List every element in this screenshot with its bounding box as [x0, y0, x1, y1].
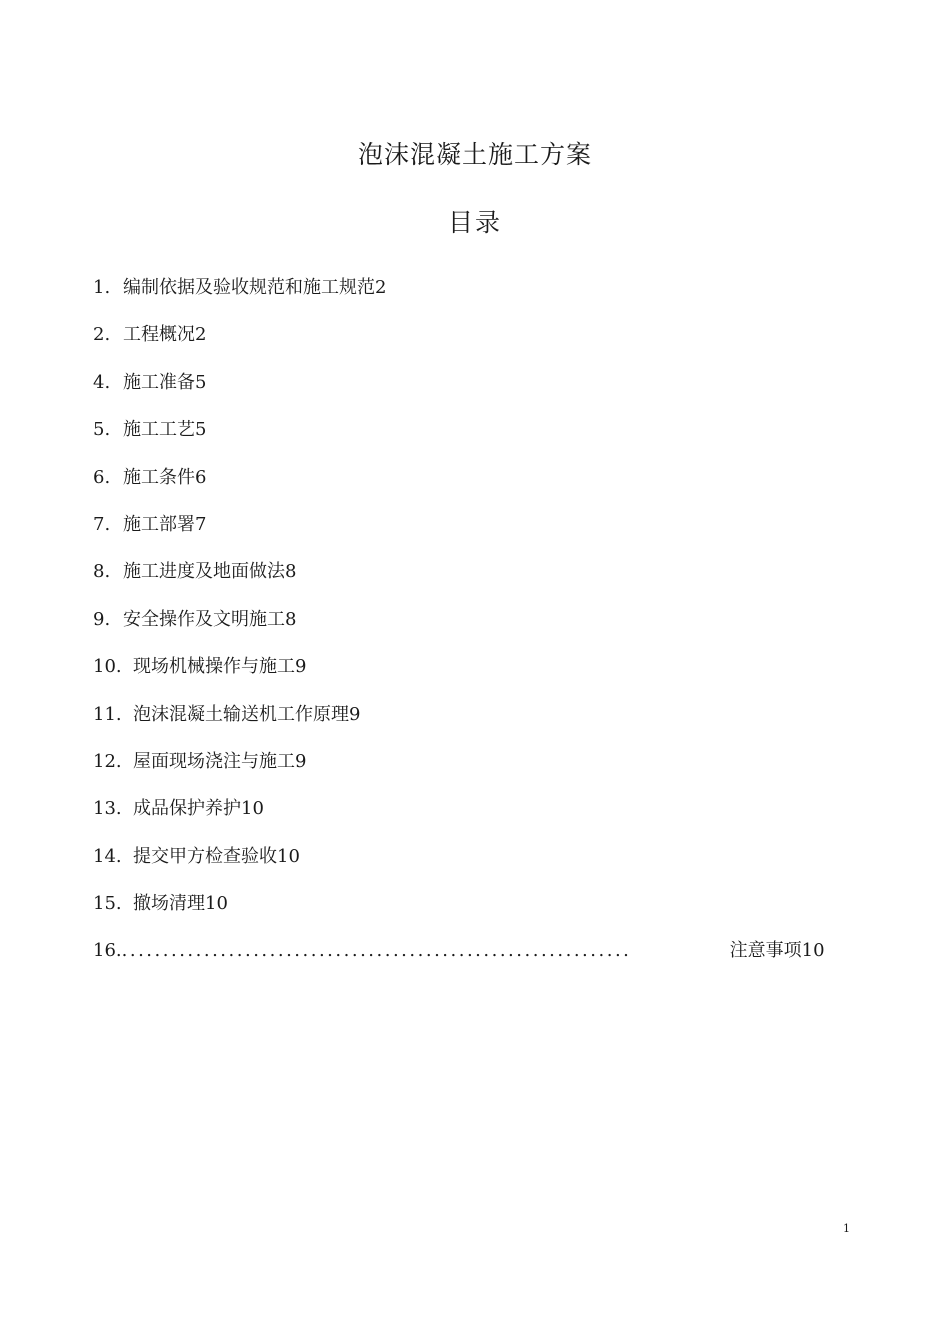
toc-entry-title: 现场机械操作与施工 — [133, 656, 295, 678]
toc-entry[interactable] — [93, 654, 853, 701]
toc-entry[interactable] — [93, 607, 853, 654]
toc-entry-page: 7 — [195, 513, 207, 535]
toc-entry[interactable] — [93, 844, 853, 891]
toc-entry-title: 施工条件 — [123, 466, 195, 488]
toc-entry[interactable] — [93, 891, 853, 938]
toc-entry-number: 13. — [93, 798, 122, 820]
toc-entry-page: 2 — [195, 324, 207, 346]
toc-entry-title: 屋面现场浇注与施工 — [133, 750, 295, 772]
toc-entry-title: 施工部署 — [123, 513, 195, 535]
toc-entry-title: 施工进度及地面做法 — [123, 561, 285, 583]
toc-entry[interactable] — [93, 322, 853, 369]
toc-entry-leader-dots: .............................................................. — [121, 940, 632, 962]
toc-entry-number: 16. — [93, 940, 122, 962]
toc-entry-number: 6. — [93, 466, 111, 488]
toc-entry-number: 10. — [93, 656, 122, 678]
toc-entry-page: 10 — [241, 798, 264, 820]
toc-entry-number: 2. — [93, 324, 111, 346]
toc-entry-title: 编制依据及验收规范和施工规范 — [123, 277, 375, 298]
toc-entry-page: 10 — [277, 845, 300, 867]
toc-entry-number: 7. — [93, 513, 111, 535]
toc-entry-title: 注意事项 — [729, 940, 802, 962]
table-of-contents — [93, 275, 853, 986]
toc-entry-page: 10 — [205, 893, 228, 915]
toc-entry-page: 9 — [295, 750, 307, 772]
toc-entry-number: 11. — [93, 703, 122, 725]
toc-entry-page: 6 — [195, 466, 207, 488]
toc-entry-number: 5. — [93, 419, 111, 441]
toc-entry-page: 2 — [375, 277, 387, 298]
toc-entry[interactable] — [93, 702, 853, 749]
toc-entry-title: 提交甲方检查验收 — [133, 845, 277, 867]
toc-entry[interactable] — [93, 370, 853, 417]
toc-entry-title: 工程概况 — [123, 324, 195, 346]
toc-entry-title: 泡沫混凝土输送机工作原理 — [133, 703, 349, 725]
toc-entry[interactable] — [93, 749, 853, 796]
toc-entry-number: 8. — [93, 561, 111, 583]
page-number: 1 — [843, 1222, 850, 1235]
toc-entry[interactable] — [93, 417, 853, 464]
toc-heading: 目录 — [447, 208, 502, 237]
toc-entry-title: 施工准备 — [123, 371, 195, 393]
toc-entry-number: 14. — [93, 845, 122, 867]
toc-entry-page: 9 — [349, 703, 361, 725]
toc-entry-page: 10 — [801, 940, 825, 962]
document-title: 泡沫混凝土施工方案 — [357, 140, 592, 169]
toc-entry[interactable] — [93, 465, 853, 512]
toc-entry[interactable] — [93, 275, 853, 322]
toc-entry-title: 成品保护养护 — [133, 798, 241, 820]
toc-entry-page: 5 — [195, 419, 207, 441]
toc-entry-number: 1. — [93, 277, 111, 298]
toc-entry-number: 15. — [93, 893, 122, 915]
toc-entry-title: 施工工艺 — [123, 419, 195, 441]
toc-entry[interactable] — [93, 796, 853, 843]
toc-entry-page: 8 — [285, 608, 297, 630]
toc-entry-page: 5 — [195, 371, 207, 393]
toc-entry[interactable] — [93, 938, 853, 985]
toc-entry-page: 8 — [285, 561, 297, 583]
toc-entry-page: 9 — [295, 656, 307, 678]
toc-entry-title: 撤场清理 — [133, 893, 205, 915]
toc-entry-number: 9. — [93, 608, 111, 630]
toc-entry[interactable] — [93, 512, 853, 559]
toc-entry-number: 12. — [93, 750, 122, 772]
toc-entry-number: 4. — [93, 371, 111, 393]
toc-entry-title: 安全操作及文明施工 — [123, 608, 285, 630]
toc-entry[interactable] — [93, 559, 853, 606]
